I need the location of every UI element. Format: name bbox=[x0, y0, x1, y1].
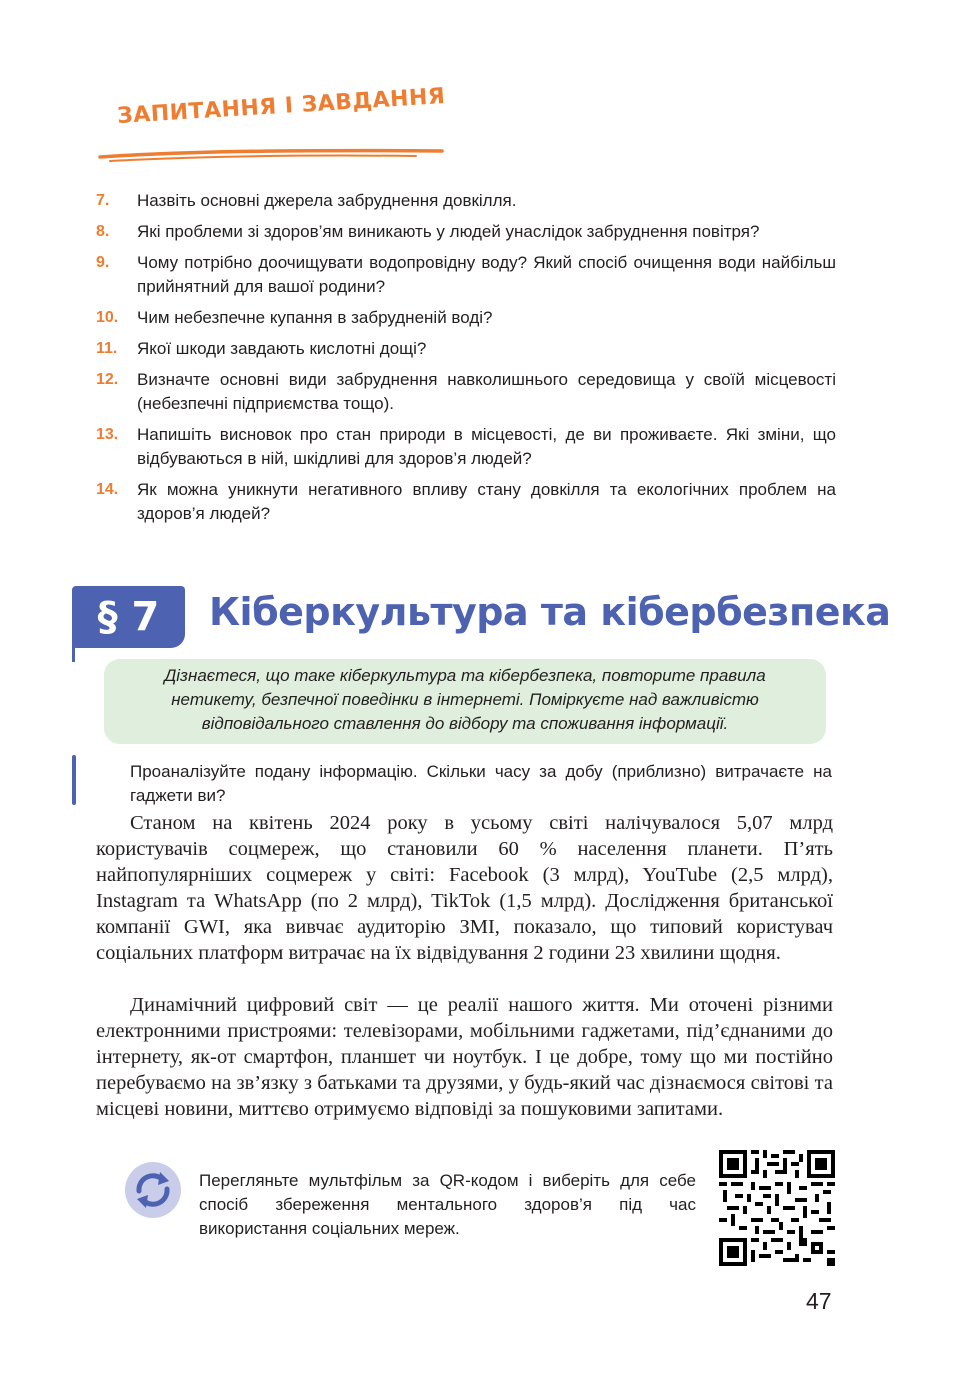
section-intro-text: Дізнаєтеся, що таке кіберкультура та кібербезпека, повторите правила нетикету, безпечної поведінки в інтернеті. Поміркуєте над важливістю відповідального ставлення до відбору та споживання інформації. bbox=[164, 666, 766, 733]
qr-code[interactable] bbox=[719, 1150, 835, 1266]
page-number: 47 bbox=[806, 1288, 832, 1314]
question-number: 12. bbox=[96, 371, 119, 388]
question-item bbox=[96, 478, 836, 526]
refresh-arrows-icon bbox=[124, 1161, 182, 1219]
section-badge bbox=[72, 586, 185, 648]
question-number: 8. bbox=[96, 223, 110, 240]
question-text: Чому потрібно доочищувати водопровідну воду? Який спосіб очищення води найбільш прийнятний для вашої родини? bbox=[137, 253, 836, 296]
question-item bbox=[96, 306, 836, 330]
question-number: 7. bbox=[96, 192, 110, 209]
question-text: Якої шкоди завдають кислотні дощі? bbox=[137, 339, 427, 358]
section-intro-box bbox=[104, 659, 826, 744]
section-title: Кіберкультура та кібербезпека bbox=[209, 590, 891, 634]
question-text: Визначте основні види забруднення навколишнього середовища у своїй місцевості (небезпечні підприємства тощо). bbox=[137, 370, 836, 413]
question-number: 14. bbox=[96, 481, 119, 498]
questions-heading-text: ЗАПИТАННЯ І ЗАВДАННЯ bbox=[116, 83, 446, 129]
question-item bbox=[96, 251, 836, 299]
question-number: 13. bbox=[96, 426, 119, 443]
question-number: 11. bbox=[96, 340, 118, 357]
question-item bbox=[96, 423, 836, 471]
question-item bbox=[96, 368, 836, 416]
question-text: Як можна уникнути негативного впливу стану довкілля та екологічних проблем на здоров’я людей? bbox=[137, 480, 836, 523]
task-marker bbox=[72, 755, 76, 805]
body-paragraph: Динамічний цифровий світ — це реалії нашого життя. Ми оточені різними електронними пристроями: телевізорами, мобільними гаджетами, під’єднаними до інтернету, як-от смартфон, планшет чи ноутбук. І це добре, тому що ми постійно перебуваємо на зв’язку з батьками та друзями, у будь-який час дізнаємося світові та місцеві новини, миттєво отримуємо відповіді за пошуковими запитами. bbox=[96, 994, 833, 1120]
task-text: Проаналізуйте подану інформацію. Скільки часу за добу (приблизно) витрачаєте на гаджети ви? bbox=[130, 762, 832, 805]
question-item bbox=[96, 337, 836, 361]
question-item bbox=[96, 220, 836, 244]
questions-heading bbox=[116, 83, 447, 129]
body-paragraph: Станом на квітень 2024 року в усьому світі налічувалося 5,07 млрд користувачів соцмереж, що становили 60 % населення планети. П’ять найпопулярніших соцмереж у світі: Facebook (3 млрд), YouTube (2,5 млрд), Instagram та WhatsApp (по 2 млрд), TikTok (1,5 млрд). Дослідження британської компанії GWI, яка вивчає аудиторію ЗМІ, показало, що типовий користувач соціальних платформ витрачає на їх відвідування 2 години 23 хвилини щодня. bbox=[96, 812, 833, 964]
heading-underline bbox=[96, 145, 446, 163]
section-divider bbox=[72, 640, 75, 662]
question-text: Назвіть основні джерела забруднення довкілля. bbox=[137, 191, 517, 210]
question-item bbox=[96, 189, 836, 213]
qr-instruction-text: Перегляньте мультфільм за QR-кодом і виберіть для себе спосіб збереження ментального здоров’я під час використання соціальних мереж. bbox=[199, 1171, 696, 1238]
section-number: § 7 bbox=[97, 594, 160, 640]
questions-list bbox=[96, 189, 836, 533]
question-number: 10. bbox=[96, 309, 119, 326]
question-text: Чим небезпечне купання в забрудненій воді? bbox=[137, 308, 493, 327]
question-text: Напишіть висновок про стан природи в місцевості, де ви проживаєте. Які зміни, що відбуваються в ній, шкідливі для здоров’я людей? bbox=[137, 425, 836, 468]
question-number: 9. bbox=[96, 254, 110, 271]
question-text: Які проблеми зі здоров’ям виникають у людей унаслідок забруднення повітря? bbox=[137, 222, 760, 241]
